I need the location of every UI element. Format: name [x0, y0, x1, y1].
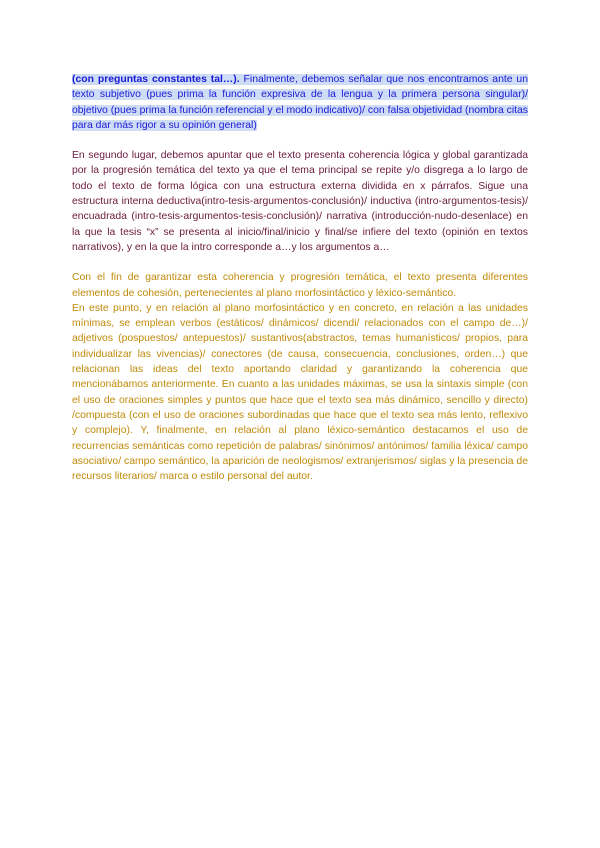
bold-lead-text: (con preguntas constantes tal…). — [72, 74, 240, 85]
paragraph-coherence: En segundo lugar, debemos apuntar que el texto presenta coherencia lógica y global garantizada por la progresión temática del texto ya que el tema principal se repite y/o disgrega a lo largo de todo el texto de forma lógica con una estructura externa dividida en x párrafos. Sigue una estructura interna deductiva(intro-tesis-argumentos-conclusión)/ inductiva (intro-argumentos-tesis)/ encuadrada (intro-tesis-argumentos-tesis-conclusión)/ narrativa (introducción-nudo-desenlace) en la que la tesis “x” se presenta al inicio/final/inicio y final/se infiere del texto (opinión en textos narrativos), y en la que la intro corresponde a…y los argumentos a… — [72, 150, 528, 253]
document-body — [72, 72, 528, 484]
paragraph-cohesion-planes: En este punto, y en relación al plano morfosintáctico y en concreto, en relación a las unidades mínimas, se emplean verbos (estáticos/ dinámicos/ dicendi/ relacionados con el campo de…)/ adjetivos (pospuestos/ antepuestos)/ sustantivos(abstractos, temas humanísticos/ propios, para individualizar las vivencias)/ conectores (de causa, consecuencia, conclusiones, orden…) que relacionan las ideas del texto aportando claridad y garantizando la coherencia que mencionábamos anteriormente. En cuanto a las unidades máximas, se usa la sintaxis simple (con el uso de oraciones simples y puntos que hace que el texto sea más dinámico, sencillo y directo) /compuesta (con el uso de oraciones subordinadas que hace que el texto sea más lento, reflexivo y complejo). Y, finalmente, en relación al plano léxico-semántico destacamos el uso de recurrencias semánticas como repetición de palabras/ sinónimos/ antónimos/ familia léxica/ campo asociativo/ campo semántico, la aparición de neologismos/ extranjerismos/ siglas y la presencia de recursos literarios/ marca o estilo personal del autor. — [72, 302, 528, 483]
paragraph-subjectivity-text: Finalmente, debemos señalar que nos encontramos ante un texto subjetivo (pues prima la función expresiva de la lengua y la primera persona singular)/ objetivo (pues prima la función referencial y el modo indicativo)/ con falsa objetividad (nombra citas para dar más rigor a su opinión general) — [72, 74, 528, 131]
highlighted-text — [72, 74, 528, 131]
paragraph-cohesion-intro: Con el fin de garantizar esta coherencia y progresión temática, el texto presenta diferentes elementos de cohesión, pertenecientes al plano morfosintáctico y léxico-semántico. — [72, 272, 528, 299]
paragraph-subjectivity — [72, 72, 528, 133]
